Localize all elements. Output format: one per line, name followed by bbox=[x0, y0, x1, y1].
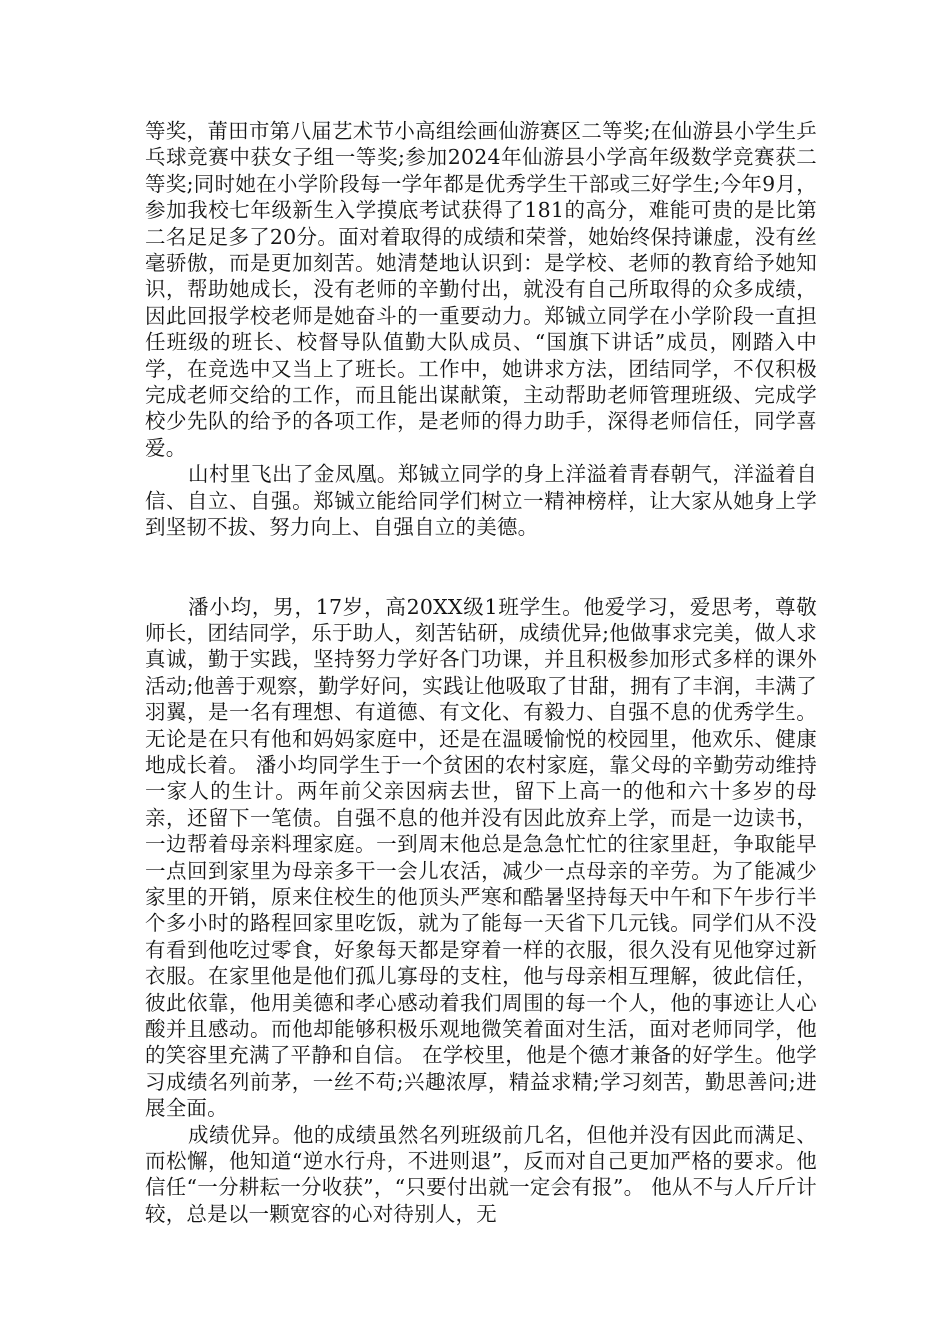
paragraph-2: 山村里飞出了金凤凰。郑铖立同学的身上洋溢着青春朝气，洋溢着自信、自立、自强。郑铖立能给同学们树立一精神榜样，让大家从她身上学到坚韧不拔、努力向上、自强自立的美德。 bbox=[145, 462, 817, 540]
paragraph-3: 潘小均，男，17岁，高20XX级1班学生。他爱学习，爱思考，尊敬师长，团结同学，乐于助人，刻苦钻研，成绩优异;他做事求完美，做人求真诚，勤于实践，坚持努力学好各门功课，并且积极参加形式多样的课外活动;他善于观察，勤学好问，实践让他吸取了甘甜，拥有了丰润，丰满了羽翼，是一名有理想、有道德、有文化、有毅力、自强不息的优秀学生。无论是在只有他和妈妈家庭中，还是在温暖愉悦的校园里，他欢乐、健康地成长着。 潘小均同学生于一个贫困的农村家庭，靠父母的辛勤劳动维持一家人的生计。两年前父亲因病去世，留下上高一的他和六十多岁的母亲，还留下一笔债。自强不息的他并没有因此放弃上学，而是一边读书，一边帮着母亲料理家庭。一到周末他总是急急忙忙的往家里赶，争取能早一点回到家里为母亲多干一会儿农活，减少一点母亲的辛劳。为了能减少家里的开销，原来住校生的他顶头严寒和酷暑坚持每天中午和下午步行半个多小时的路程回家里吃饭，就为了能每一天省下几元钱。同学们从不没有看到他吃过零食，好象每天都是穿着一样的衣服，很久没有见他穿过新衣服。在家里他是他们孤儿寡母的支柱，他与母亲相互理解，彼此信任，彼此依靠，他用美德和孝心感动着我们周围的每一个人，他的事迹让人心酸并且感动。而他却能够积极乐观地微笑着面对生活，面对老师同学，他的笑容里充满了平静和自信。 在学校里，他是个德才兼备的好学生。他学习成绩名列前茅，一丝不苟;兴趣浓厚，精益求精;学习刻苦，勤思善问;进展全面。 bbox=[145, 594, 817, 1121]
paragraph-4: 成绩优异。他的成绩虽然名列班级前几名，但他并没有因此而满足、而松懈，他知道“逆水行舟，不进则退”，反而对自己更加严格的要求。他信任“一分耕耘一分收获”，“只要付出就一定会有报”。 他从不与人斤斤计较，总是以一颗宽容的心对待别人，无 bbox=[145, 1122, 817, 1226]
section-spacer bbox=[145, 541, 817, 594]
document-body bbox=[145, 118, 817, 1227]
paragraph-1: 等奖，莆田市第八届艺术节小高组绘画仙游赛区二等奖;在仙游县小学生乒乓球竞赛中获女子组一等奖;参加2024年仙游县小学高年级数学竞赛获二等奖;同时她在小学阶段每一学年都是优秀学生干部或三好学生;今年9月，参加我校七年级新生入学摸底考试获得了181的高分，难能可贵的是比第二名足足多了20分。面对着取得的成绩和荣誉，她始终保持谦虚，没有丝毫骄傲，而是更加刻苦。她清楚地认识到：是学校、老师的教育给予她知识，帮助她成长，没有老师的辛勤付出，就没有自己所取得的众多成绩，因此回报学校老师是她奋斗的一重要动力。郑铖立同学在小学阶段一直担任班级的班长、校督导队值勤大队成员、“国旗下讲话”成员，刚踏入中学，在竞选中又当上了班长。工作中，她讲求方法，团结同学，不仅积极完成老师交给的工作，而且能出谋献策，主动帮助老师管理班级、完成学校少先队的给予的各项工作，是老师的得力助手，深得老师信任，同学喜爱。 bbox=[145, 119, 817, 460]
